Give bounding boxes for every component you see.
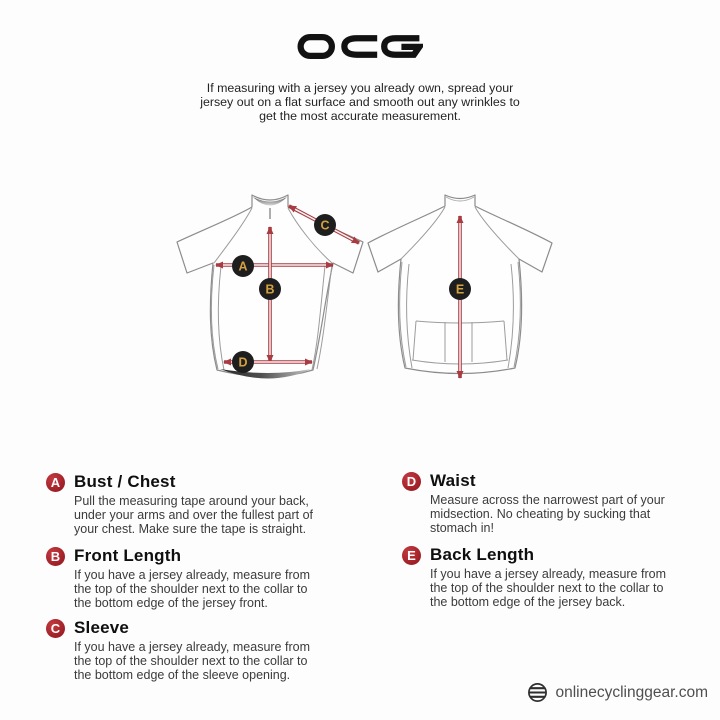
legend-title-bust-chest: Bust / Chest: [74, 472, 176, 491]
logo-letter-o: [301, 37, 332, 56]
website-url: onlinecyclinggear.com: [555, 683, 708, 701]
svg-text:A: A: [238, 259, 248, 274]
legend-description-waist: Measure across the narrowest part of your midsection. No cheating by sucking that stomach in!: [430, 493, 665, 536]
ocg-logo-graphic: [297, 34, 423, 59]
legend-description-back-length: If you have a jersey already, measure from the top of the shoulder next to the collar to the bottom edge of the jersey back.: [430, 567, 666, 610]
marker-b: [259, 278, 281, 300]
legend-item-sleeve: [46, 618, 310, 683]
logo-letter-g: [384, 38, 419, 54]
legend-badge-a: A: [46, 473, 65, 492]
legend-item-waist: [402, 471, 665, 536]
legend-badge-b: B: [46, 547, 65, 566]
legend-description-front-length: If you have a jersey already, measure from the top of the shoulder next to the collar to the bottom edge of the jersey front.: [74, 568, 310, 611]
legend-title-back-length: Back Length: [430, 545, 535, 564]
legend-item-front-length: [46, 546, 310, 611]
measuring-instructions: [0, 81, 720, 123]
website-footer: [527, 682, 708, 703]
marker-c: [314, 214, 336, 236]
marker-e: [449, 278, 471, 300]
legend-title-sleeve: Sleeve: [74, 618, 130, 637]
legend-badge-d: D: [402, 472, 421, 491]
instructions-line: get the most accurate measurement.: [259, 109, 461, 123]
legend-item-bust-chest: [46, 472, 313, 537]
svg-text:D: D: [238, 355, 248, 370]
svg-text:E: E: [455, 282, 465, 297]
svg-text:B: B: [265, 282, 275, 297]
marker-a: [232, 255, 254, 277]
legend-description-bust-chest: Pull the measuring tape around your back, under your arms and over the fullest part of your chest. Make sure the tape is straight.: [74, 494, 314, 537]
legend-description-sleeve: If you have a jersey already, measure from the top of the shoulder next to the collar to the bottom edge of the sleeve opening.: [74, 640, 310, 683]
ocg-logo: [297, 34, 423, 64]
svg-text:C: C: [320, 218, 330, 233]
jersey-measurement-diagram: [150, 185, 580, 400]
legend-item-back-length: [402, 545, 666, 610]
instructions-line: If measuring with a jersey you already own, spread your: [206, 81, 514, 95]
marker-d: [232, 351, 254, 373]
logo-letter-c: [344, 38, 377, 54]
instructions-line: jersey out on a flat surface and smooth out any wrinkles to: [200, 95, 520, 109]
legend-badge-e: E: [402, 546, 421, 565]
globe-icon: [527, 682, 548, 703]
legend-title-front-length: Front Length: [74, 546, 182, 565]
legend-title-waist: Waist: [430, 471, 476, 490]
legend-badge-c: C: [46, 619, 65, 638]
